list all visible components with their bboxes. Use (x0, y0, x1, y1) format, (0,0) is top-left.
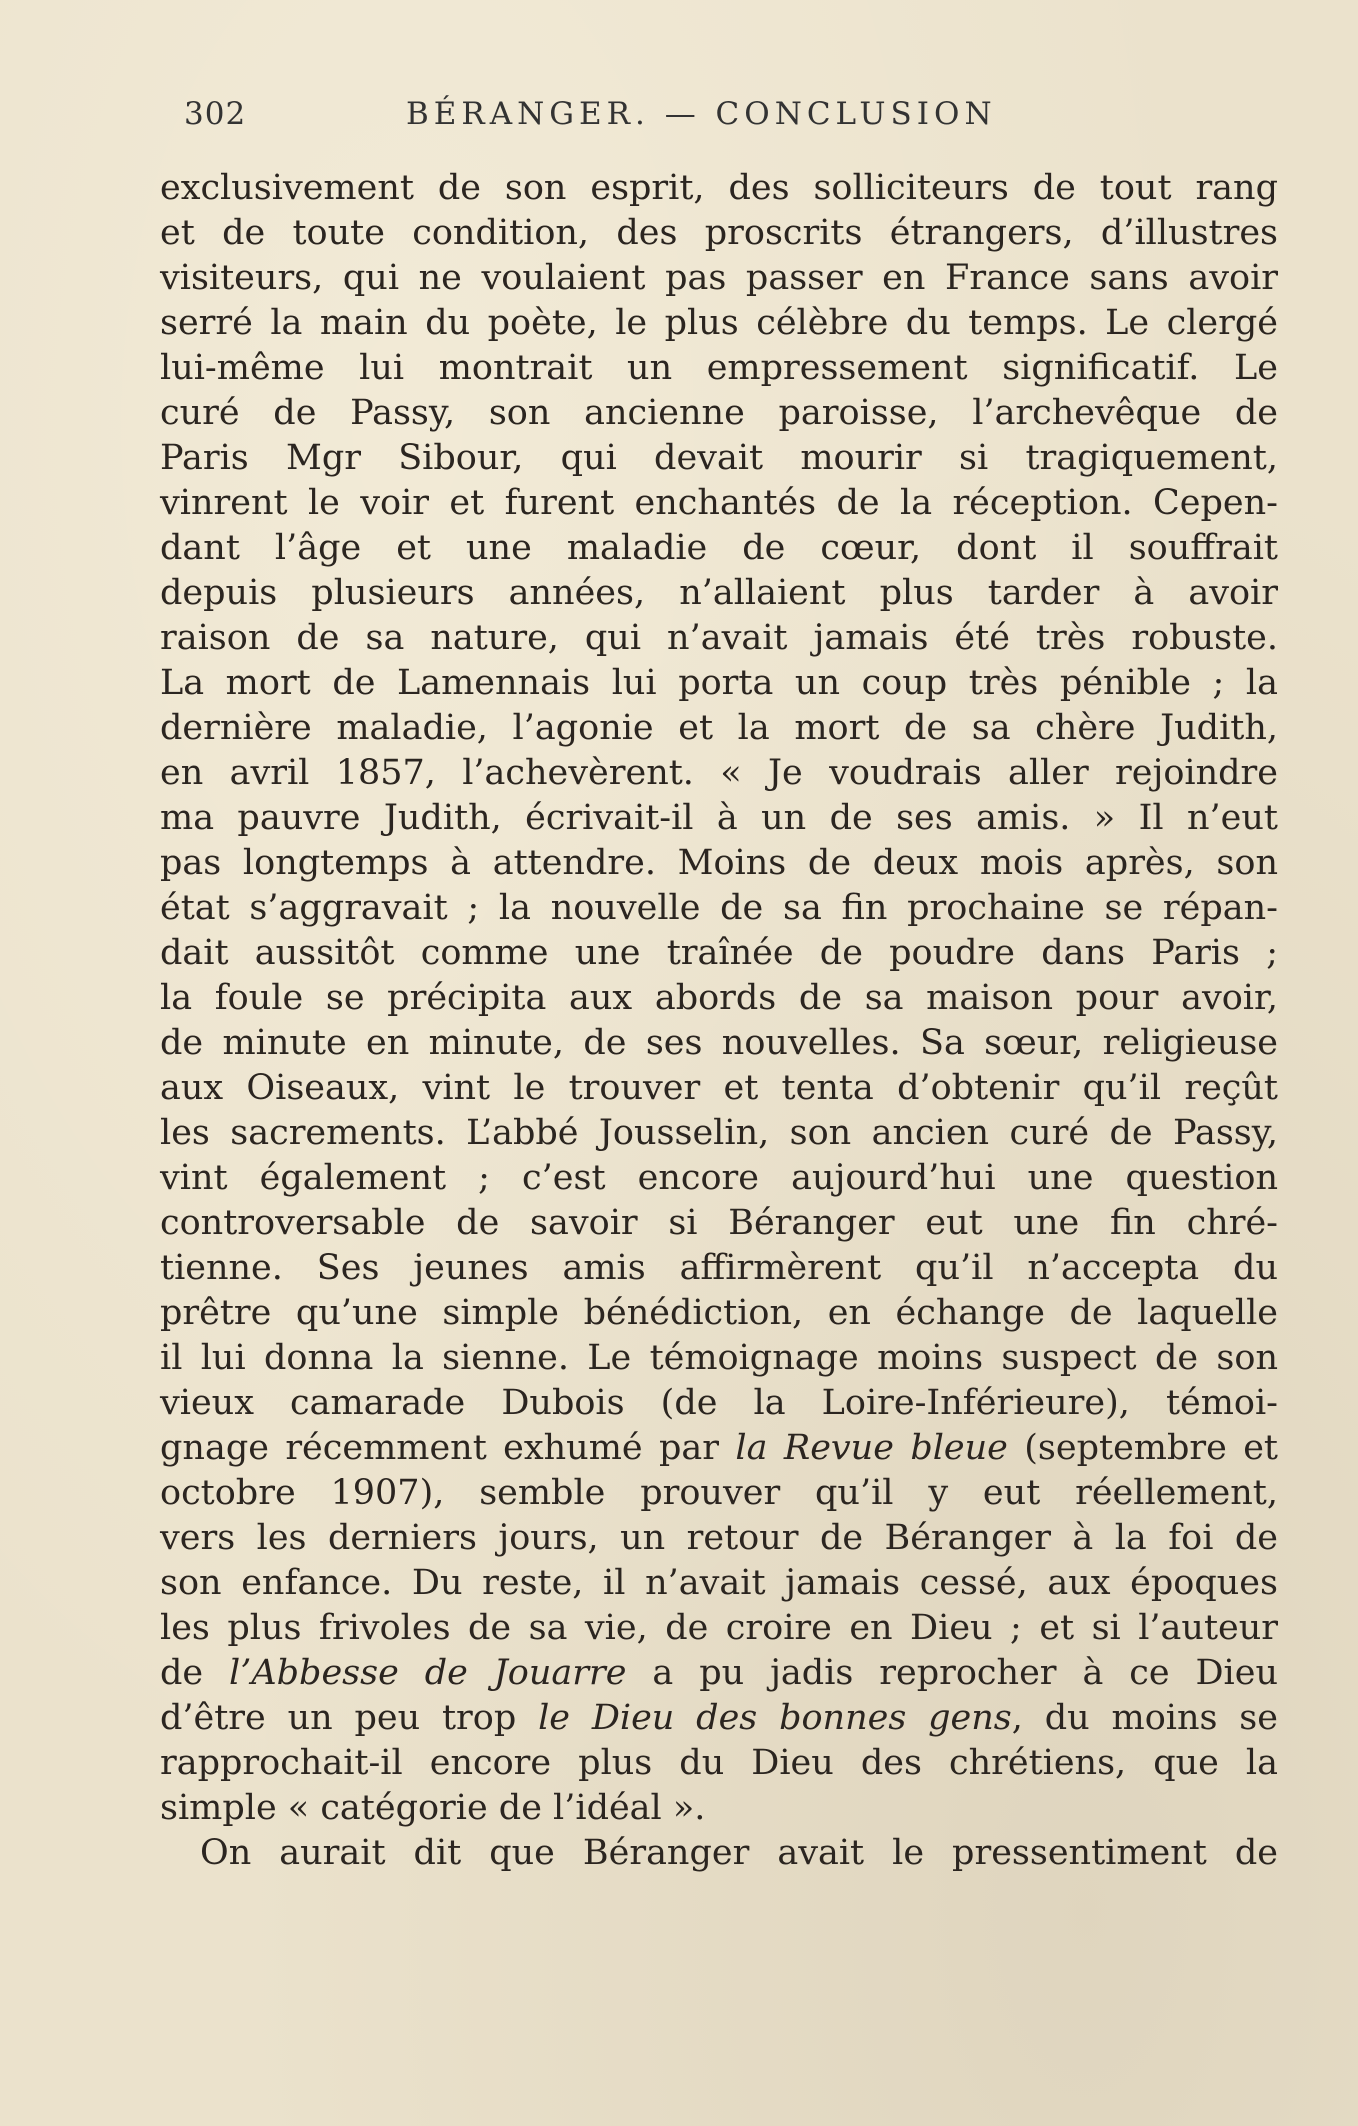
text-line: son enfance. Du reste, il n’avait jamais cessé, aux époques (160, 1563, 1278, 1603)
text-line: tienne. Ses jeunes amis affirmèrent qu’il n’accepta du (160, 1248, 1278, 1288)
text-line: lui-même lui montrait un empressement significatif. Le (160, 348, 1278, 388)
text-segment: d’être un peu trop (160, 1698, 539, 1738)
text-line: serré la main du poète, le plus célèbre du temps. Le clergé (160, 303, 1278, 343)
text-line: vint également ; c’est encore aujourd’hui une question (160, 1158, 1278, 1198)
text-line: il lui donna la sienne. Le témoignage moins suspect de son (160, 1338, 1278, 1378)
italic-title: le Dieu des bonnes gens (538, 1698, 1012, 1738)
running-head (184, 96, 1064, 140)
text-line: les plus frivoles de sa vie, de croire en Dieu ; et si l’auteur (160, 1608, 1278, 1648)
text-segment: a pu jadis reprocher à ce Dieu (626, 1653, 1278, 1693)
text-line: la foule se précipita aux abords de sa maison pour avoir, (160, 978, 1278, 1018)
italic-title: la Revue bleue (735, 1428, 1008, 1468)
text-line: exclusivement de son esprit, des solliciteurs de tout rang (160, 168, 1278, 208)
text-line: dant l’âge et une maladie de cœur, dont il souffrait (160, 528, 1278, 568)
text-segment: gnage récemment exhumé par (160, 1428, 736, 1468)
text-line: octobre 1907), semble prouver qu’il y eut réellement, (160, 1473, 1278, 1513)
text-line: ma pauvre Judith, écrivait-il à un de ses amis. » Il n’eut (160, 798, 1278, 838)
text-line: curé de Passy, son ancienne paroisse, l’archevêque de (160, 393, 1278, 433)
running-title: BÉRANGER. — CONCLUSION (406, 96, 997, 132)
text-segment: (septembre et (1007, 1428, 1278, 1468)
paragraph-start-line: On aurait dit que Béranger avait le pressentiment de (200, 1833, 1278, 1873)
italic-title: l’Abbesse de Jouarre (229, 1653, 627, 1693)
page-number: 302 (184, 96, 247, 132)
text-line: vieux camarade Dubois (de la Loire-Inférieure), témoi- (160, 1383, 1278, 1423)
text-line: pas longtemps à attendre. Moins de deux mois après, son (160, 843, 1278, 883)
body-text (160, 166, 1278, 1876)
text-line: visiteurs, qui ne voulaient pas passer en France sans avoir (160, 258, 1278, 298)
text-line: de minute en minute, de ses nouvelles. Sa sœur, religieuse (160, 1023, 1278, 1063)
text-line (160, 1651, 1278, 1696)
text-line: raison de sa nature, qui n’avait jamais été très robuste. (160, 618, 1278, 658)
text-line: et de toute condition, des proscrits étrangers, d’illustres (160, 213, 1278, 253)
paragraph-end-line: simple « catégorie de l’idéal ». (160, 1788, 706, 1828)
text-line: dait aussitôt comme une traînée de poudre dans Paris ; (160, 933, 1278, 973)
text-segment: de (160, 1653, 230, 1693)
text-line: aux Oiseaux, vint le trouver et tenta d’obtenir qu’il reçût (160, 1068, 1278, 1108)
text-line: controversable de savoir si Béranger eut une fin chré- (160, 1203, 1278, 1243)
text-line: les sacrements. L’abbé Jousselin, son ancien curé de Passy, (160, 1113, 1278, 1153)
text-line: en avril 1857, l’achevèrent. « Je voudrais aller rejoindre (160, 753, 1278, 793)
text-line: rapprochait-il encore plus du Dieu des chrétiens, que la (160, 1743, 1278, 1783)
text-line: dernière maladie, l’agonie et la mort de sa chère Judith, (160, 708, 1278, 748)
text-line: vers les derniers jours, un retour de Béranger à la foi de (160, 1518, 1278, 1558)
text-line: vinrent le voir et furent enchantés de la réception. Cepen- (160, 483, 1278, 523)
text-line (160, 1696, 1278, 1741)
text-line: La mort de Lamennais lui porta un coup très pénible ; la (160, 663, 1278, 703)
text-segment: , du moins se (1011, 1698, 1278, 1738)
text-line (160, 1426, 1278, 1471)
text-line: prêtre qu’une simple bénédiction, en échange de laquelle (160, 1293, 1278, 1333)
text-line: état s’aggravait ; la nouvelle de sa fin prochaine se répan- (160, 888, 1278, 928)
text-line: Paris Mgr Sibour, qui devait mourir si tragiquement, (160, 438, 1278, 478)
text-line: depuis plusieurs années, n’allaient plus tarder à avoir (160, 573, 1278, 613)
